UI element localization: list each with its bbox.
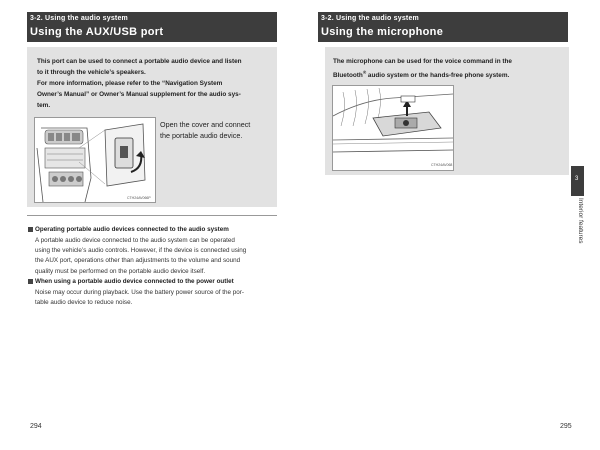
aux-port-illustration bbox=[34, 117, 156, 203]
caption-line: Open the cover and connect bbox=[160, 120, 251, 129]
page-number-right: 295 bbox=[560, 423, 572, 430]
intro-line: For more information, please refer to the “Navigation System bbox=[37, 80, 223, 87]
right-intro-text bbox=[333, 56, 565, 81]
right-intro-box bbox=[325, 47, 569, 175]
microphone-illustration bbox=[332, 85, 454, 171]
intro-line: Bluetooth® audio system or the hands-free phone system. bbox=[333, 70, 510, 80]
chapter-label: Interior features bbox=[577, 198, 584, 244]
chapter-number: 3 bbox=[575, 176, 579, 182]
square-bullet-icon bbox=[28, 279, 33, 284]
note-paragraph-1: A portable audio device connected to the audio system can be operated using the vehicle’s audio controls. However, if the device is connected using the AUX port, operations other than adjustments to the volume and sound quality must be performed on the portable audio device itself. bbox=[35, 237, 247, 275]
page-number-left: 294 bbox=[30, 423, 42, 430]
chapter-tab[interactable] bbox=[571, 166, 584, 196]
caption-line: the portable audio device. bbox=[160, 131, 243, 140]
note-heading-2: When using a portable audio device connected to the power outlet bbox=[28, 278, 234, 285]
aux-port-drawing bbox=[35, 118, 155, 202]
right-page-title: Using the microphone bbox=[321, 26, 444, 38]
right-header bbox=[318, 12, 568, 42]
left-section-label: 3-2. Using the audio system bbox=[30, 15, 128, 22]
right-section-label: 3-2. Using the audio system bbox=[321, 15, 419, 22]
note-paragraph-2: Noise may occur during playback. Use the battery power source of the por- table audio device to reduce noise. bbox=[35, 289, 244, 307]
left-header bbox=[27, 12, 277, 42]
intro-line: tem. bbox=[37, 102, 51, 109]
illustration-code: CTH24AV068 bbox=[431, 163, 453, 167]
left-intro-box bbox=[27, 47, 277, 207]
section-divider bbox=[27, 215, 277, 216]
intro-line: Owner’s Manual” or Owner’s Manual supplement for the audio sys- bbox=[37, 91, 241, 98]
intro-line: to it through the vehicle’s speakers. bbox=[37, 69, 146, 76]
intro-line: The microphone can be used for the voice command in the bbox=[333, 58, 512, 65]
illustration-code: CTH24AV066P bbox=[127, 196, 151, 200]
intro-line: This port can be used to connect a portable audio device and listen bbox=[37, 58, 242, 65]
left-caption bbox=[160, 119, 272, 141]
left-intro-text bbox=[37, 56, 269, 111]
square-bullet-icon bbox=[28, 227, 33, 232]
note-heading-1: Operating portable audio devices connected to the audio system bbox=[28, 226, 229, 233]
left-page-title: Using the AUX/USB port bbox=[30, 26, 164, 38]
microphone-drawing bbox=[333, 86, 453, 170]
